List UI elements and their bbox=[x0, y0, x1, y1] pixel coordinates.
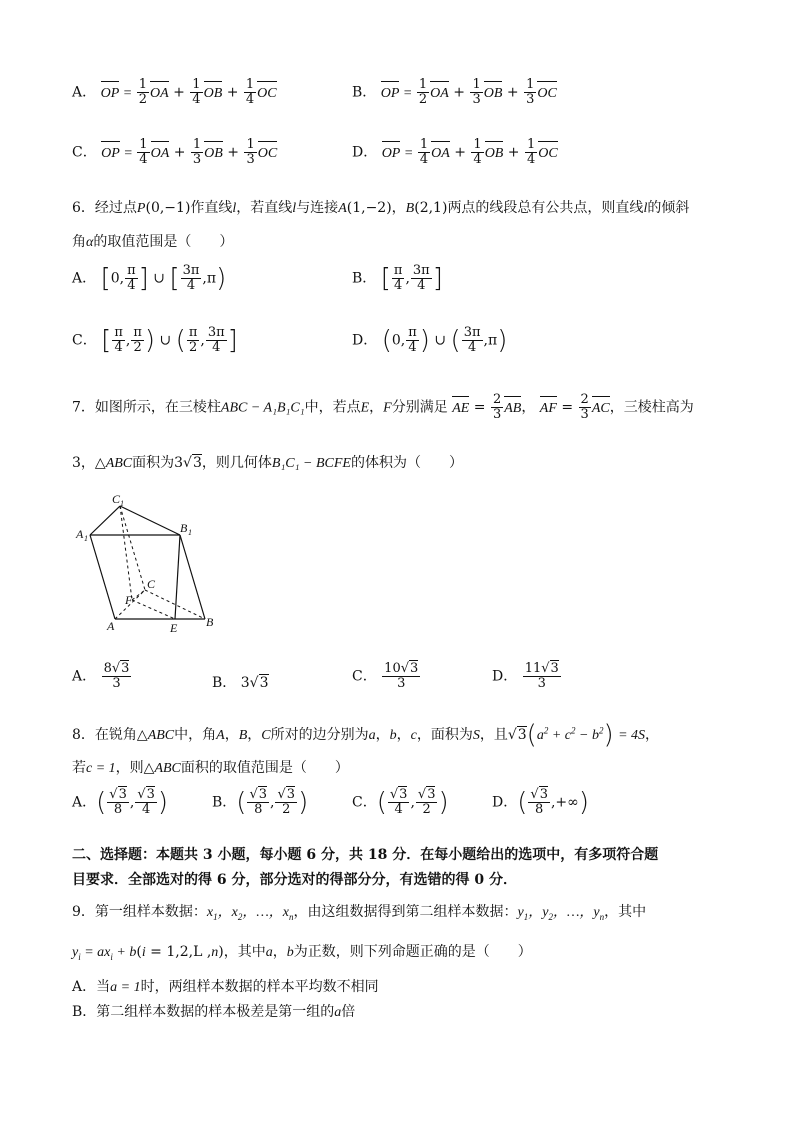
section2-header-line1: 二、选择题：本题共 3 小题，每小题 6 分，共 18 分．在每小题给出的选项中，有多项符合题 bbox=[72, 847, 659, 863]
q8-stem-line2: 若c = 1，则△ABC面积的取值范围是（ ） bbox=[72, 760, 349, 776]
option-label: A． bbox=[72, 84, 97, 101]
q6-option-b[interactable]: B． [ $\frac{\pi}{4}$ , $\frac{3\pi}{4}$ ] bbox=[352, 263, 443, 294]
label-b1: B bbox=[180, 521, 188, 535]
q7-option-b[interactable]: B． 3√3 bbox=[212, 675, 269, 691]
prism-figure bbox=[70, 488, 230, 638]
q6-option-d[interactable]: D． (0, $\frac{\pi}{4}$ ) ∪ ( $\frac{3\pi}{4}$ ,π) bbox=[352, 325, 508, 356]
q8-option-a[interactable]: A．( $\frac{√3}{8}$ , $\frac{√3}{4}$ ) bbox=[72, 787, 169, 818]
q5-option-d[interactable]: D． OP = $\frac{1}{4}$ OA + $\frac{1}{4}$ OB + $\frac{1}{4}$ OC bbox=[352, 137, 558, 167]
q7-option-c[interactable]: C． $\frac{10√3}{3}$ bbox=[352, 661, 419, 691]
svg-text:1: 1 bbox=[84, 534, 88, 543]
q5-option-c[interactable]: C． OP = $\frac{1}{4}$ OA + $\frac{1}{3}$ OB + $\frac{1}{3}$ OC bbox=[72, 137, 278, 167]
label-f: F bbox=[125, 593, 133, 607]
section2-header-line2: 目要求．全部选对的得 6 分，部分选对的得部分分，有选错的得 0 分． bbox=[72, 872, 517, 888]
q7-stem-line1: 7．如图所示，在三棱柱ABC − A₁B₁C₁中，若点E，F分别满足 AE = $\frac{2}{3}$ AB， AF = $\frac{2}{3}$ AC，三棱柱高为 bbox=[72, 392, 694, 422]
q6-option-c[interactable]: C． [ $\frac{\pi}{4}$ , $\frac{\pi}{2}$ ) ∪ ( $\frac{\pi}{2}$ , $\frac{3\pi}{4}$ ] bbox=[72, 325, 238, 356]
q8-option-b[interactable]: B．( $\frac{√3}{8}$ , $\frac{√3}{2}$ ) bbox=[212, 787, 309, 818]
q7-option-d[interactable]: D． $\frac{11√3}{3}$ bbox=[492, 661, 559, 691]
q7-option-a[interactable]: A． $\frac{8√3}{3}$ bbox=[72, 661, 130, 691]
label-c: C bbox=[147, 577, 156, 591]
q7-stem-line2: 3，△ABC面积为3√3，则几何体B₁C₁ − BCFE的体积为（ ） bbox=[72, 455, 463, 471]
option-label: B． bbox=[352, 84, 377, 101]
q9-option-b[interactable]: B．第二组样本数据的样本极差是第一组的a倍 bbox=[72, 1004, 356, 1020]
label-a: A bbox=[107, 619, 115, 633]
q6-option-a[interactable]: A． [0, $\frac{\pi}{4}$ ] ∪ [ $\frac{3\pi}{4}$ ,π) bbox=[72, 263, 227, 294]
option-label: C． bbox=[72, 144, 97, 161]
q8-option-c[interactable]: C．( $\frac{√3}{4}$ , $\frac{√3}{2}$ ) bbox=[352, 787, 449, 818]
label-a1: A bbox=[76, 527, 84, 541]
label-c1: C bbox=[112, 492, 121, 506]
q8-option-d[interactable]: D．( $\frac{√3}{8}$ ,+∞) bbox=[492, 787, 589, 818]
q5-option-a[interactable]: A． OP = $\frac{1}{2}$ OA + $\frac{1}{4}$ OB + $\frac{1}{4}$ OC bbox=[72, 77, 277, 107]
q9-stem-line1: 9．第一组样本数据：$x_1$，$x_2$，…，$x_n$，由这组数据得到第二组样本数据：$y_1$，$y_2$，…，$y_n$，其中 bbox=[72, 904, 647, 922]
q9-stem-line2: $y_i = ax_i + b(i = 1,2,L$ ,n)，其中a，b为正数，则下列命题正确的是（ ） bbox=[72, 944, 532, 962]
svg-text:1: 1 bbox=[120, 499, 124, 508]
label-b: B bbox=[206, 615, 214, 629]
q6-stem-line1: 6．经过点P(0,−1)作直线l，若直线l与连接A(1,−2)，B(2,1)两点的线段总有公共点，则直线l的倾斜 bbox=[72, 200, 690, 216]
label-e: E bbox=[170, 621, 178, 635]
option-label: D． bbox=[352, 144, 378, 161]
q5-option-b[interactable]: B． OP = $\frac{1}{2}$ OA + $\frac{1}{3}$ OB + $\frac{1}{3}$ OC bbox=[352, 77, 557, 107]
svg-text:1: 1 bbox=[188, 528, 192, 537]
q8-stem-line1: 8．在锐角△ABC中，角A，B，C所对的边分别为a，b，c，面积为S，且$√3(a^2 + c^2 - b^2) = 4S$， bbox=[72, 720, 660, 750]
q9-option-a[interactable]: A．当a = 1时，两组样本数据的样本平均数不相同 bbox=[72, 979, 379, 995]
q6-stem-line2: 角α的取值范围是（ ） bbox=[72, 234, 234, 250]
